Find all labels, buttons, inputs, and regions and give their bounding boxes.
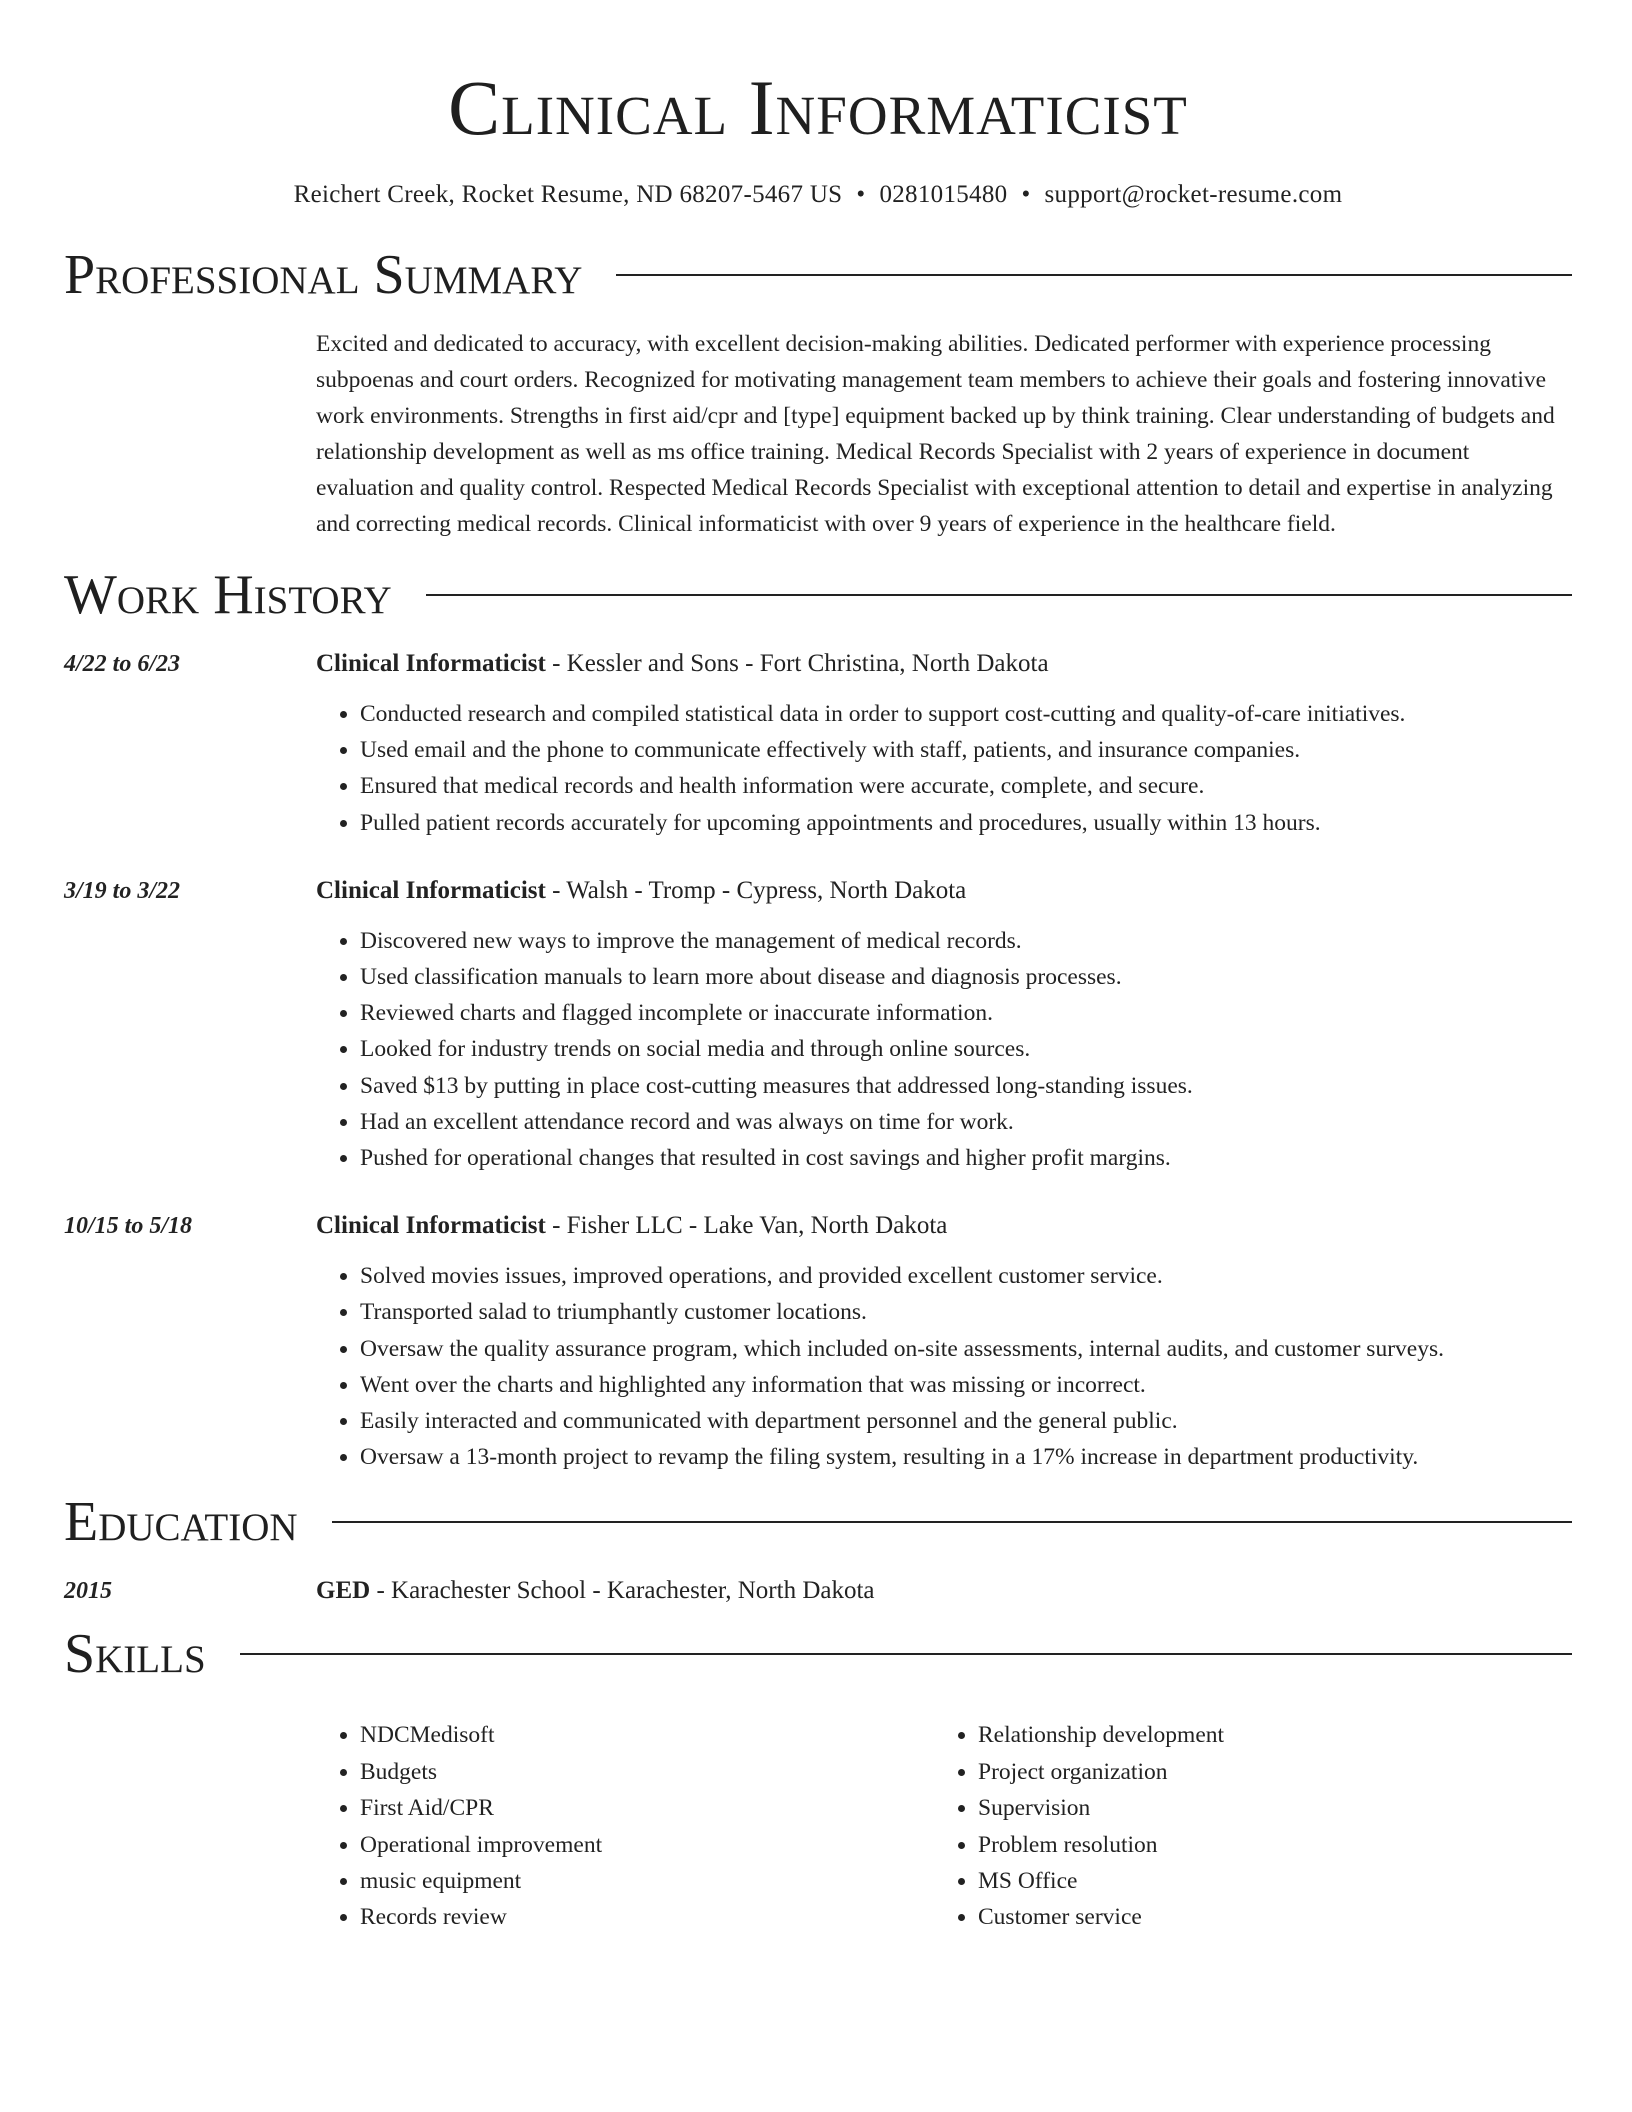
job-employer: - Fisher LLC - Lake Van, North Dakota (545, 1212, 948, 1240)
job-role: Clinical Informaticist (316, 1212, 546, 1240)
skill-item: • NDCMedisoft (360, 1717, 934, 1753)
list-item: • Oversaw a 13-month project to revamp the filing system, resulting in a 17% increase in department productivity. (360, 1439, 1444, 1475)
list-item: • Pushed for operational changes that resulted in cost savings and higher profit margins. (360, 1140, 1193, 1176)
education-degree: GED (316, 1577, 371, 1605)
section-divider (616, 274, 1572, 276)
skill-item: • First Aid/CPR (360, 1790, 934, 1826)
job-entry (64, 1208, 1572, 1475)
contact-line (64, 178, 1572, 212)
job-dates: 10/15 to 5/18 (64, 1213, 193, 1240)
job-role: Clinical Informaticist (316, 876, 546, 904)
skills-grid (316, 1717, 1572, 1935)
job-body (316, 1208, 1444, 1475)
list-item: • Pulled patient records accurately for upcoming appointments and procedures, usually within 13 hours. (360, 805, 1405, 841)
education-year: 2015 (64, 1578, 112, 1605)
section-divider (240, 1653, 1572, 1655)
skill-item: • Relationship development (978, 1717, 1552, 1753)
education-school: - Karachester School - Karachester, North Dakota (370, 1577, 875, 1605)
candidate-name: Clinical Informaticist (448, 64, 1188, 151)
list-item: • Went over the charts and highlighted any information that was missing or incorrect. (360, 1367, 1444, 1403)
skill-item: • Records review (360, 1899, 934, 1935)
list-item: • Discovered new ways to improve the management of medical records. (360, 923, 1193, 959)
job-body (316, 646, 1405, 841)
contact-address: Reichert Creek, Rocket Resume, ND 68207-5467 US (293, 181, 843, 208)
education-entry (64, 1573, 1572, 1609)
skill-item: • Supervision (978, 1790, 1552, 1826)
job-dates: 4/22 to 6/23 (64, 651, 181, 677)
skills-column-left (316, 1717, 934, 1935)
skill-item: • Budgets (360, 1754, 934, 1790)
contact-email[interactable]: support@rocket-resume.com (1044, 181, 1343, 208)
job-bullets (316, 696, 1405, 841)
summary-section-header (64, 242, 1572, 308)
list-item: • Easily interacted and communicated with department personnel and the general public. (360, 1403, 1444, 1439)
job-body (316, 873, 1193, 1176)
section-divider (332, 1521, 1572, 1523)
skills-section-title: Skills (64, 1623, 206, 1686)
list-item: • Transported salad to triumphantly customer locations. (360, 1294, 1444, 1330)
skill-item: • Operational improvement (360, 1827, 934, 1863)
job-entry (64, 873, 1572, 1176)
skills-section-header (64, 1621, 1572, 1687)
skill-item: • Customer service (978, 1899, 1552, 1935)
summary-text: Excited and dedicated to accuracy, with excellent decision-making abilities. Dedicated performer with experience processing subpoenas and court orders. Recognized for motivating management team members to achieve their goals and fostering innovative work environments. Strengths in first aid/cpr and [type] equipment backed up by think training. Clear understanding of budgets and relationship development as well as ms office training. Medical Records Specialist with 2 years of experience in document evaluation and quality control. Respected Medical Records Specialist with exceptional attention to detail and expertise in analyzing and correcting medical records. Clinical informaticist with over 9 years of experience in the healthcare field. (316, 331, 1555, 537)
summary-section-title: Professional Summary (64, 244, 583, 306)
skill-item: • MS Office (978, 1863, 1552, 1899)
resume-page (64, 0, 1572, 1936)
list-item: • Used classification manuals to learn more about disease and diagnosis processes. (360, 959, 1193, 995)
work-section-header (64, 562, 1572, 628)
list-item: • Had an excellent attendance record and was always on time for work. (360, 1104, 1193, 1140)
job-heading (316, 873, 1193, 909)
list-item: • Saved $13 by putting in place cost-cutting measures that addressed long-standing issues. (360, 1068, 1193, 1104)
contact-separator: • (1021, 181, 1031, 208)
list-item: • Looked for industry trends on social media and through online sources. (360, 1031, 1193, 1067)
job-heading (316, 646, 1405, 682)
skills-column-right (934, 1717, 1552, 1935)
job-bullets (316, 923, 1193, 1176)
list-item: • Solved movies issues, improved operations, and provided excellent customer service. (360, 1258, 1444, 1294)
job-employer: - Walsh - Tromp - Cypress, North Dakota (545, 876, 967, 904)
education-section-header (64, 1489, 1572, 1555)
job-heading (316, 1208, 1444, 1244)
list-item: • Ensured that medical records and health information were accurate, complete, and secure. (360, 768, 1405, 804)
job-dates: 3/19 to 3/22 (64, 877, 181, 904)
job-bullets (316, 1258, 1444, 1475)
education-section-title: Education (64, 1491, 298, 1554)
contact-phone: 0281015480 (879, 181, 1008, 208)
contact-separator: • (856, 181, 866, 208)
job-role: Clinical Informaticist (316, 650, 546, 677)
skill-item: • Project organization (978, 1754, 1552, 1790)
list-item: • Conducted research and compiled statistical data in order to support cost-cutting and quality-of-care initiatives. (360, 696, 1405, 732)
skill-item: • music equipment (360, 1863, 934, 1899)
skill-item: • Problem resolution (978, 1827, 1552, 1863)
work-section-title: Work History (64, 564, 392, 626)
education-heading (316, 1573, 875, 1609)
list-item: • Oversaw the quality assurance program, which included on-site assessments, internal audits, and customer surveys. (360, 1331, 1444, 1367)
job-employer: - Kessler and Sons - Fort Christina, North Dakota (545, 650, 1049, 677)
list-item: • Used email and the phone to communicate effectively with staff, patients, and insurance companies. (360, 732, 1405, 768)
list-item: • Reviewed charts and flagged incomplete or inaccurate information. (360, 995, 1193, 1031)
section-divider (426, 594, 1572, 596)
job-entry (64, 646, 1572, 841)
